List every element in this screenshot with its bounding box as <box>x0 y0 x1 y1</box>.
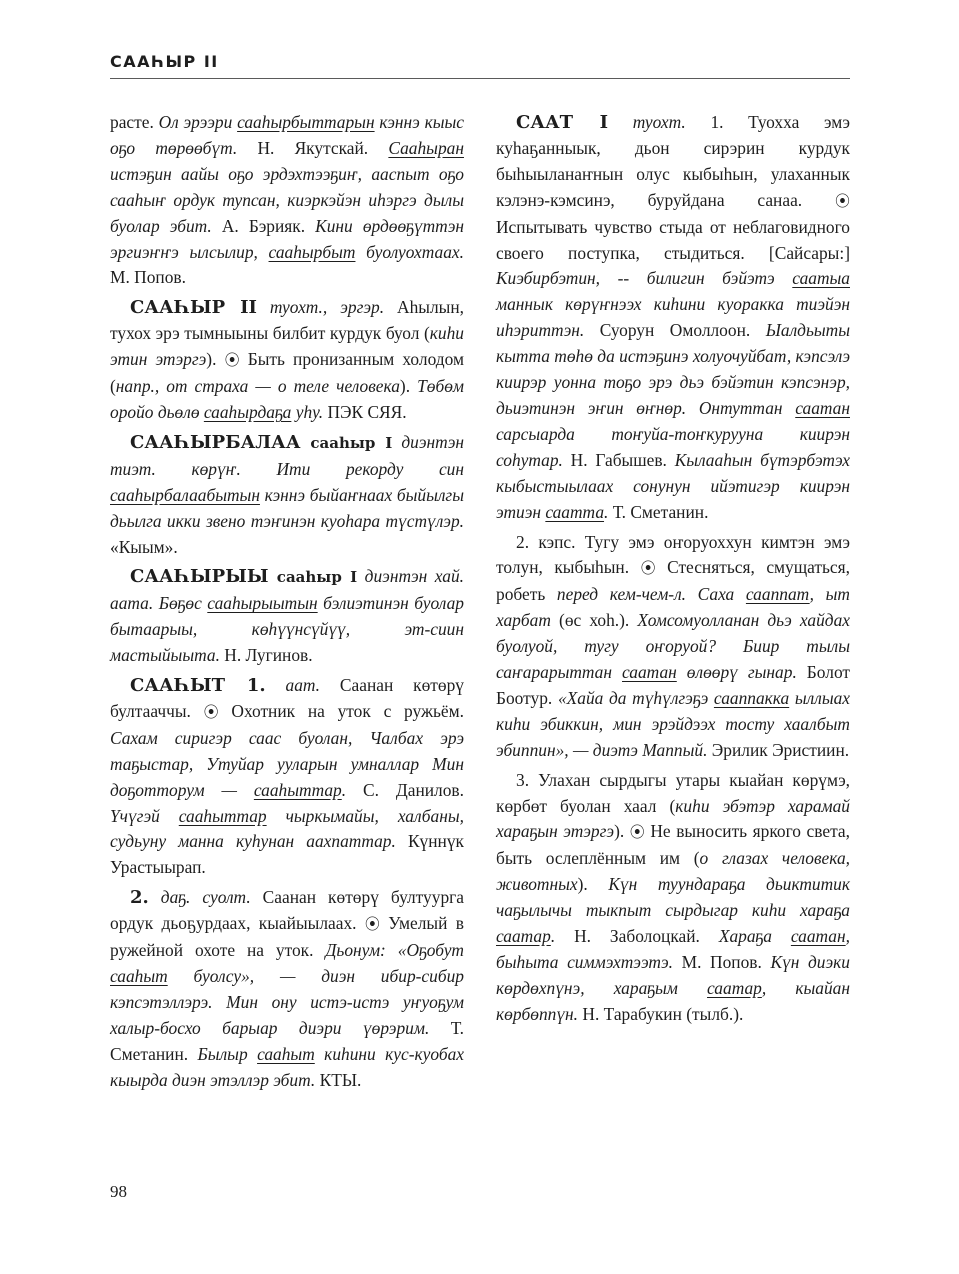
russian-marker-icon: ⦿ <box>640 559 656 578</box>
headword: СААҺЫРБАЛАА <box>130 431 301 453</box>
entry-saat-1: СААТ I туохт. 1. Туохха эмэ куһаҕанныык, дьон сирэрин курдук быһыыланаҥнын олус кыбыһын, улаханнык кэлэнэ-кэмсинэ, буруйдана санаа. ⦿ Испытывать чувство стыда от неблаговидного своего поступка, стыдиться. [Сайсары:] Киэбирбэтин, -- билигин бэйэтэ саатыа маннык көрүҥнээх киһини куоракка тиэйэн иһэриттэн. Суорун Омоллоон. Ыалдьыты кытта төһө да истэҕинэ холуочуйбат, кэпсэлэ киирэр уонна тоҕо эрэ дьэ бэйэтин кэпсэнэр, дьиэтинэн эҥин өҥнөр. Онтуттан саатан сарсыарда тоҥуйа-тоҥкурууна киирэн соһутар. Н. Габышев. Кылааһын бүтэрбэтэх кыбыстыылаах сонунун ийэтигэр киирэн этиэн саатта. Т. Сметанин. <box>496 112 851 522</box>
entry-continuation: расте. Ол эрээри сааһырбыттарын кэннэ кыыс оҕо төрөөбүт. Н. Якутскай. Сааһыран истэҕин аайы оҕо эрдэхтээҕиҥ, ааспыт оҕо сааһыҥ ордук тупсан, киэркэйэн иһэргэ дылы буолар эбит. А. Бэрияк. Кини өрдөөҕүттэн эргиэҥҥэ ылсылир, сааһырбыт буолуохтаах. М. Попов. <box>110 112 465 288</box>
entry-saahyt-sense-2: 2. даҕ. суолт. Саанан көтөрү бултуурга ордук дьоҕурдаах, кыайыылаах. ⦿ Умелый в ружейной охоте на уток. Дьонум: «Оҕобут сааһыт буолсу», — диэн ибир-сибир кэпсэтэллэрэ. Мин ону истэ-истэ уҥуоҕум халыр-босхо барыар диэри үөрэрим. Т. Сметанин. Былыр сааһыт киһини кус-куобах кыырда диэн этэллэр эбит. КТЫ. <box>110 887 464 1090</box>
right-column <box>496 110 850 1028</box>
entry-saahyt: СААҺЫТ 1. аат. Саанан көтөрү бултааччы. ⦿ Охотник на уток с ружьём. Сахам сиригэр саас буолан, Чалбах эрэ таҕыстар, Утуйар ууларын умналлар Мин доҕотторум — сааһыттар. С. Данилов. Үчүгэй сааһыттар чыркымайы, халбаны, судьуну манна куһунан аахпаттар. Күннүк Урастыырап. <box>110 675 465 878</box>
russian-marker-icon: ⦿ <box>629 823 645 842</box>
russian-marker-icon: ⦿ <box>203 702 219 721</box>
entry-saahyr-2: СААҺЫР II туохт., эргэр. Аһылын, тухох эрэ тымныыны билбит курдук буол (киһи этин этэргэ). ⦿ Быть пронизанным холодом (напр., от страха — о теле человека). Төбөм оройо дьөлө сааһырдаҕа уһу. ПЭК СЯЯ. <box>110 297 464 422</box>
russian-marker-icon: ⦿ <box>224 351 240 370</box>
running-head: СААҺЫР II <box>110 52 219 71</box>
russian-marker-icon: ⦿ <box>834 191 850 210</box>
entry-saahyryy: СААҺЫРЫЫ сааһыр I диэнтэн хай. аата. Бөҕөс сааһырыытын бэлиэтинэн буолар бытаарыы, көһүүнсүйүү, эт-сиин мастыйыыта. Н. Лугинов. <box>110 566 464 666</box>
russian-marker-icon: ⦿ <box>364 915 380 934</box>
headword: СААҺЫРЫЫ <box>130 566 269 588</box>
entry-saat-sense-3: 3. Улахан сырдыгы утары кыайан көрүмэ, көрбөт буолан хаал (киһи эбэтэр харамай хараҕын этэргэ). ⦿ Не выносить яркого света, быть ослеплённым им (о глазах человека, животных). Күн туундараҕа дьиктитик чаҕылычы тыкпыт сырдыгар киһи хараҕа саатар. Н. Заболоцкай. Хараҕа саатан, быһыта симмэхтээтэ. М. Попов. Күн диэки көрдөхпүнэ, хараҕым саатар, кыайан көрбөппүн. Н. Тарабукин (тылб.). <box>496 769 851 1024</box>
header-rule <box>110 78 850 79</box>
entry-saahyrbalaa: СААҺЫРБАЛАА сааһыр I диэнтэн тиэт. көрүҥ. Ити рекорду син сааһырбалаабытын кэннэ быйаҥнаах быйылгы дьылга икки звено тэҥинэн куоһара түстүлэр. «Кыым». <box>110 431 464 557</box>
left-column <box>110 110 464 1094</box>
entry-saat-sense-2: 2. кэпс. Тугу эмэ оҥоруоххун кимтэн эмэ толун, кыбыһын. ⦿ Стесняться, смущаться, робеть перед кем-чем-л. Саха сааппат, ыт харбат (өс хоһ.). Хомсомуолланан дьэ хайдах буолуой, тугу оҥоруой? Биир тылы саҥарарыттан саатан өлөөрү гынар. Болот Боотур. «Хайа да түһүлгэҕэ сааппакка ыллыах киһи эбиккин, мин эрэйдээх тосту хаалбыт эбиппин», — диэтэ Маппый. Эрилик Эристиин. <box>496 531 851 760</box>
headword: СААТ I <box>516 112 609 133</box>
headword: СААҺЫТ 1. <box>130 675 266 697</box>
headword: СААҺЫР II <box>130 297 257 319</box>
page-number: 98 <box>110 1182 127 1201</box>
